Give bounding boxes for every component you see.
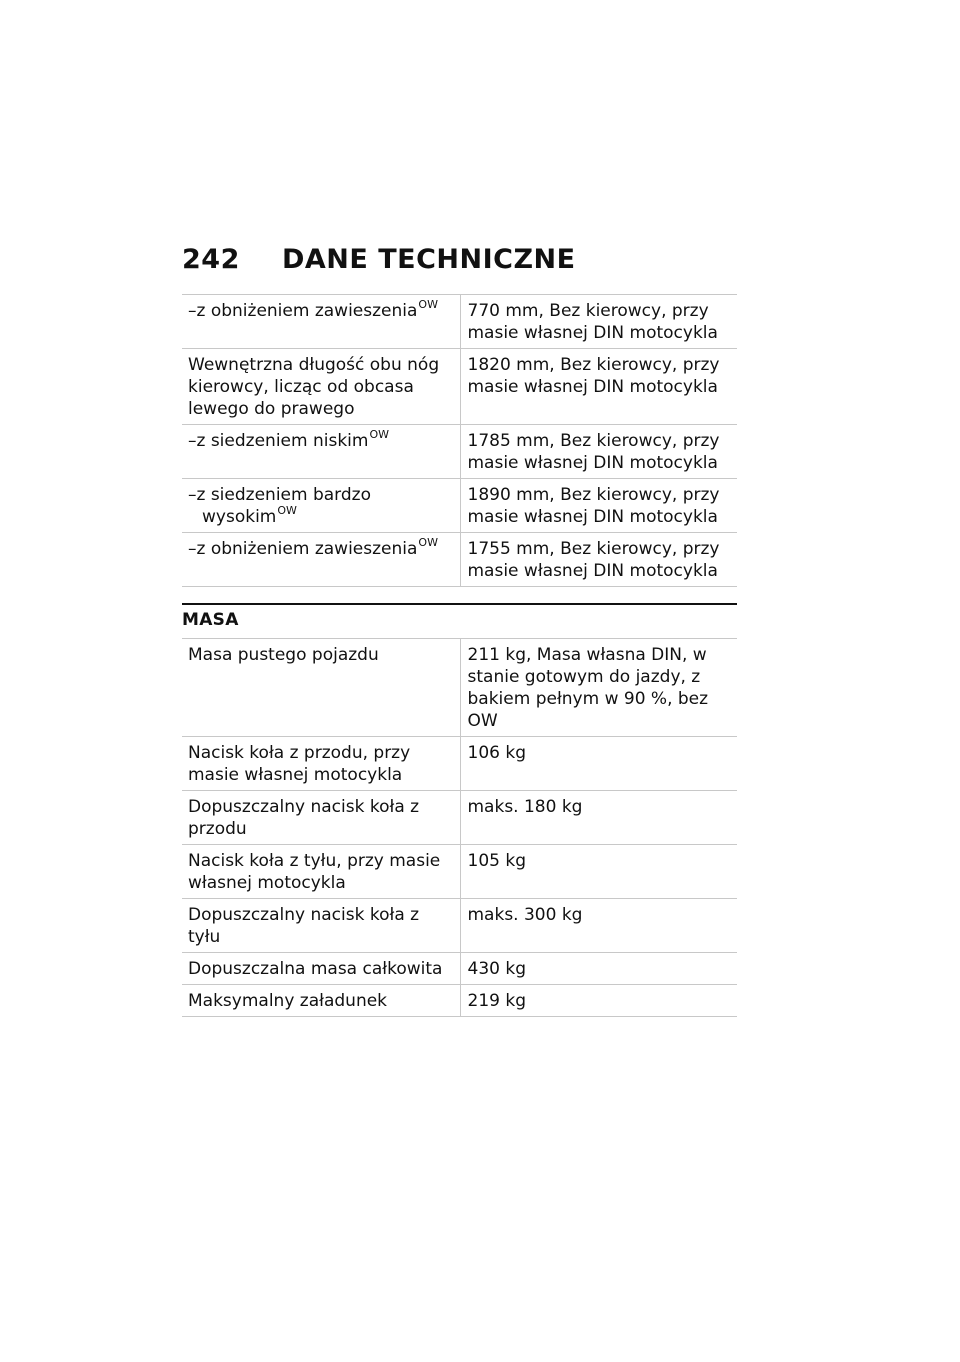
dimensions-table xyxy=(182,294,737,587)
table-row xyxy=(182,639,737,737)
spec-value: 219 kg xyxy=(460,985,737,1017)
spec-value: 106 kg xyxy=(460,737,737,791)
spec-label-text: –z obniżeniem zawieszenia xyxy=(188,301,418,321)
spec-label: Maksymalny załadunek xyxy=(182,985,460,1017)
page-content xyxy=(182,294,737,1017)
spec-value: 770 mm, Bez kierowcy, przy masie własnej DIN motocykla xyxy=(460,295,737,349)
spec-label xyxy=(182,425,460,479)
table-row xyxy=(182,953,737,985)
section-title-masa: MASA xyxy=(182,610,239,630)
table-row xyxy=(182,425,737,479)
mass-table xyxy=(182,638,737,1017)
page-header xyxy=(182,240,576,280)
option-marker: OW xyxy=(369,428,389,441)
spec-value: 1785 mm, Bez kierowcy, przy masie własnej DIN motocykla xyxy=(460,425,737,479)
page-number: 242 xyxy=(182,244,240,275)
table-row xyxy=(182,349,737,425)
spec-value: 1755 mm, Bez kierowcy, przy masie własnej DIN motocykla xyxy=(460,533,737,587)
spec-label xyxy=(182,533,460,587)
spec-value: maks. 180 kg xyxy=(460,791,737,845)
spec-label-text: –z siedzeniem niskim xyxy=(188,431,369,451)
option-marker: OW xyxy=(418,536,438,549)
table-row xyxy=(182,985,737,1017)
spec-value: 430 kg xyxy=(460,953,737,985)
spec-value: maks. 300 kg xyxy=(460,899,737,953)
spec-value: 105 kg xyxy=(460,845,737,899)
table-row xyxy=(182,737,737,791)
option-marker: OW xyxy=(277,504,297,517)
table-row xyxy=(182,899,737,953)
table-row xyxy=(182,533,737,587)
spec-label: Dopuszczalny nacisk koła z tyłu xyxy=(182,899,460,953)
spec-label xyxy=(182,479,460,533)
spec-label: Dopuszczalna masa całkowita xyxy=(182,953,460,985)
table-row xyxy=(182,295,737,349)
table-row xyxy=(182,845,737,899)
spec-label-text: –z obniżeniem zawieszenia xyxy=(188,539,418,559)
spec-label xyxy=(182,349,460,425)
spec-label: Nacisk koła z przodu, przy masie własnej motocykla xyxy=(182,737,460,791)
spec-value: 211 kg, Masa własna DIN, w stanie gotowym do jazdy, z bakiem pełnym w 90 %, bez OW xyxy=(460,639,737,737)
spec-value: 1820 mm, Bez kierowcy, przy masie własnej DIN motocykla xyxy=(460,349,737,425)
chapter-title: DANE TECHNICZNE xyxy=(282,244,576,275)
spec-label-text: Wewnętrzna długość obu nóg kierowcy, licząc od obcasa lewego do prawego xyxy=(188,355,440,419)
spec-value: 1890 mm, Bez kierowcy, przy masie własnej DIN motocykla xyxy=(460,479,737,533)
table-row xyxy=(182,479,737,533)
table-row xyxy=(182,791,737,845)
option-marker: OW xyxy=(418,298,438,311)
spec-label: Nacisk koła z tyłu, przy masie własnej motocykla xyxy=(182,845,460,899)
spec-label xyxy=(182,295,460,349)
spec-label-text: –z siedzeniem bardzo wysokim xyxy=(188,485,371,527)
spec-label: Masa pustego pojazdu xyxy=(182,639,460,737)
section-divider xyxy=(182,603,737,605)
spec-label: Dopuszczalny nacisk koła z przodu xyxy=(182,791,460,845)
